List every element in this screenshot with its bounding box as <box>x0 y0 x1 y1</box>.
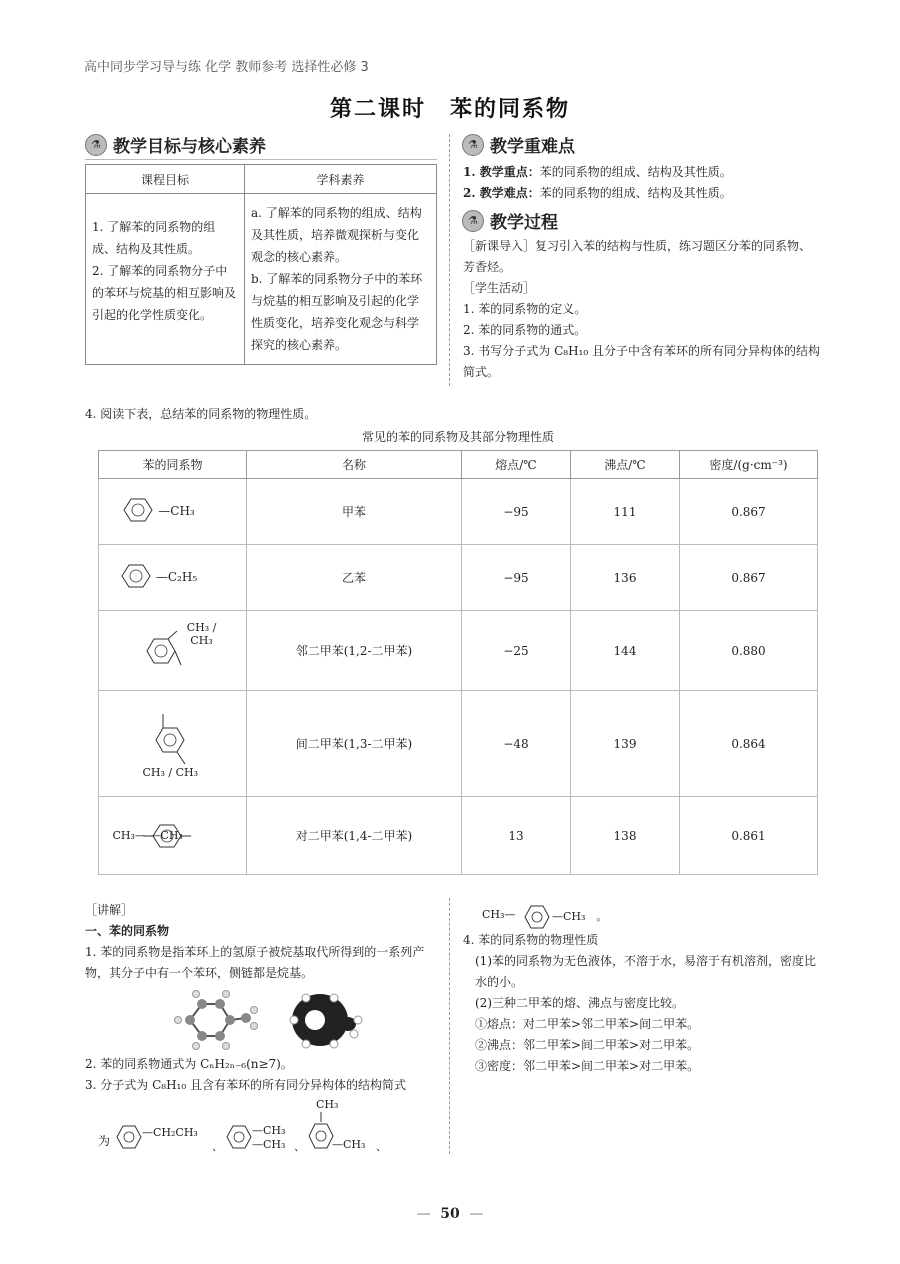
explain-tag: ［讲解］ <box>85 903 134 917</box>
kp2-label: 2. 教学难点： <box>463 186 540 200</box>
density-2: 0.867 <box>680 545 818 611</box>
process-item-3: 3. 书写分子式为 C₈H₁₀ 且分子中含有苯环的所有同分异构体的结构简式。 <box>463 344 820 379</box>
th-mp: 熔点/℃ <box>462 451 571 479</box>
physical-properties-table <box>98 450 818 875</box>
goals-table <box>85 164 437 365</box>
explain-p1: 1. 苯的同系物是指苯环上的氢原子被烷基取代所得到的一系列产物，其分子中有一个苯环，侧链都是烷基。 <box>85 945 425 980</box>
isomer-3-group-a: CH₃ <box>316 1098 339 1111</box>
table-caption: 常见的苯的同系物及其部分物理性质 <box>361 430 554 444</box>
goal-right-b: b. 了解苯的同系物分子中的苯环与烷基的相互影响及引起的化学性质变化，培养变化观念与科学探究的核心素养。 <box>251 272 423 352</box>
isomer-sep-3: 、 <box>376 1140 387 1153</box>
density-1: 0.867 <box>680 479 818 545</box>
explain-p4-3: ①熔点：对二甲苯>邻二甲苯>间二甲苯。 <box>475 1017 700 1031</box>
explain-left-2 <box>85 1054 441 1096</box>
process-item-1: 1. 苯的同系物的定义。 <box>463 302 587 316</box>
explain-p2: 2. 苯的同系物通式为 CₙH₂ₙ₋₆(n≥7)。 <box>85 1057 293 1071</box>
structure-toluene <box>99 479 247 545</box>
p-xylene-structure <box>482 902 682 932</box>
process-heading-text: 教学过程 <box>490 213 558 233</box>
th-density: 密度/(g·cm⁻³) <box>680 451 818 479</box>
footer-dash-right: — <box>469 1206 484 1222</box>
name-4: 间二甲苯(1,3-二甲苯) <box>247 691 462 797</box>
table-row <box>99 691 818 797</box>
bp-4: 139 <box>571 691 680 797</box>
goals-heading <box>85 132 437 160</box>
isomer-structures <box>98 1098 448 1158</box>
explain-left <box>85 900 441 984</box>
formula-5: CH₃— —CH₃ <box>112 828 183 842</box>
process-item-2: 2. 苯的同系物的通式。 <box>463 323 587 337</box>
formula-1: —CH₃ <box>158 504 195 518</box>
isomer-sep-2: 、 <box>294 1140 305 1153</box>
name-2: 乙苯 <box>247 545 462 611</box>
table-row <box>99 611 818 691</box>
explain-p4-1: (1)苯的同系物为无色液体，不溶于水，易溶于有机溶剂，密度比水的小。 <box>475 954 817 989</box>
process-content <box>463 236 823 383</box>
isomer-sep-1: 、 <box>212 1140 223 1153</box>
bp-2: 136 <box>571 545 680 611</box>
footer-dash-left: — <box>416 1206 431 1222</box>
explain-p3: 3. 分子式为 C₈H₁₀ 且含有苯环的所有同分异构体的结构简式 <box>85 1078 406 1092</box>
flask-icon: ⚗ <box>462 134 484 156</box>
keypoints-heading-text: 教学重难点 <box>490 137 575 157</box>
structure-ethylbenzene <box>99 545 247 611</box>
structure-o-xylene <box>99 611 247 691</box>
process-heading <box>462 208 602 235</box>
isomer-1-group: —CH₂CH₃ <box>142 1126 198 1139</box>
name-5: 对二甲苯(1,4-二甲苯) <box>247 797 462 875</box>
density-5: 0.861 <box>680 797 818 875</box>
kp2-text: 苯的同系物的组成、结构及其性质。 <box>539 186 732 200</box>
name-3: 邻二甲苯(1,2-二甲苯) <box>247 611 462 691</box>
isomer-2-group-a: —CH₃ <box>252 1124 286 1137</box>
structure-m-xylene <box>99 691 247 797</box>
explain-p4: 4. 苯的同系物的物理性质 <box>463 933 599 947</box>
intro-tag: ［新课导入］ <box>463 239 536 253</box>
column-divider-bottom <box>449 898 450 1154</box>
p-xylene-right: —CH₃ 。 <box>552 910 608 923</box>
item-4: 4. 阅读下表，总结苯的同系物的物理性质。 <box>85 407 317 421</box>
section-1-title: 一、苯的同系物 <box>85 924 170 938</box>
goals-col1: 课程目标 <box>86 165 245 194</box>
page-number: 50 <box>440 1206 460 1222</box>
benzene-ring-icon <box>522 902 552 932</box>
mp-2: −95 <box>462 545 571 611</box>
kp1-text: 苯的同系物的组成、结构及其性质。 <box>539 165 732 179</box>
isomer-3-group-b: —CH₃ <box>332 1138 366 1151</box>
density-3: 0.880 <box>680 611 818 691</box>
kp1-label: 1. 教学重点： <box>463 165 540 179</box>
explain-p4-4: ②沸点：邻二甲苯>间二甲苯>对二甲苯。 <box>475 1038 700 1052</box>
name-1: 甲苯 <box>247 479 462 545</box>
activity-tag: ［学生活动］ <box>463 281 536 295</box>
column-divider-top <box>449 134 450 386</box>
explain-right <box>463 930 823 1077</box>
th-bp: 沸点/℃ <box>571 451 680 479</box>
formula-3: CH₃ / CH₃ <box>186 620 217 647</box>
th-compound: 苯的同系物 <box>99 451 247 479</box>
benzene-ring-icon <box>224 1122 254 1152</box>
structure-p-xylene <box>99 797 247 875</box>
mp-4: −48 <box>462 691 571 797</box>
running-header: 高中同步学习导与练 化学 教师参考 选择性必修 3 <box>84 60 369 75</box>
intro-text: 复习引入苯的结构与性质，练习题区分苯的同系物、芳香烃。 <box>463 239 812 274</box>
formula-2: —C₂H₅ <box>155 570 198 584</box>
formula-4: CH₃ / CH₃ <box>142 765 199 779</box>
bp-1: 111 <box>571 479 680 545</box>
mp-3: −25 <box>462 611 571 691</box>
mp-5: 13 <box>462 797 571 875</box>
goals-col2: 学科素养 <box>245 165 437 194</box>
flask-icon: ⚗ <box>85 134 107 156</box>
isomer-2-group-b: —CH₃ <box>252 1138 286 1151</box>
benzene-ring-icon <box>114 1122 144 1152</box>
bp-5: 138 <box>571 797 680 875</box>
table-row <box>99 797 818 875</box>
table-row <box>99 479 818 545</box>
bp-3: 144 <box>571 611 680 691</box>
p-xylene-left: CH₃— <box>482 908 516 921</box>
page-title: 第二课时 苯的同系物 <box>329 97 570 122</box>
goals-heading-text: 教学目标与核心素养 <box>113 137 266 157</box>
explain-p4-2: (2)三种二甲苯的熔、沸点与密度比较。 <box>475 996 684 1010</box>
flask-icon: ⚗ <box>462 210 484 232</box>
keypoints-list <box>463 162 823 204</box>
page-footer <box>0 1206 900 1222</box>
goal-right-a: a. 了解苯的同系物的组成、结构及其性质，培养微观探析与变化观念的核心素养。 <box>251 206 422 264</box>
isomer-prefix: 为 <box>98 1134 111 1148</box>
goal-left-1: 1. 了解苯的同系物的组成、结构及其性质。 <box>92 220 216 256</box>
toluene-model-image <box>170 990 370 1052</box>
goal-left-2: 2. 了解苯的同系物分子中的苯环与烷基的相互影响及引起的化学性质变化。 <box>92 264 237 322</box>
density-4: 0.864 <box>680 691 818 797</box>
explain-p4-5: ③密度：邻二甲苯>间二甲苯>对二甲苯。 <box>475 1059 700 1073</box>
keypoints-heading <box>462 132 602 159</box>
th-name: 名称 <box>247 451 462 479</box>
table-row <box>99 545 818 611</box>
mp-1: −95 <box>462 479 571 545</box>
